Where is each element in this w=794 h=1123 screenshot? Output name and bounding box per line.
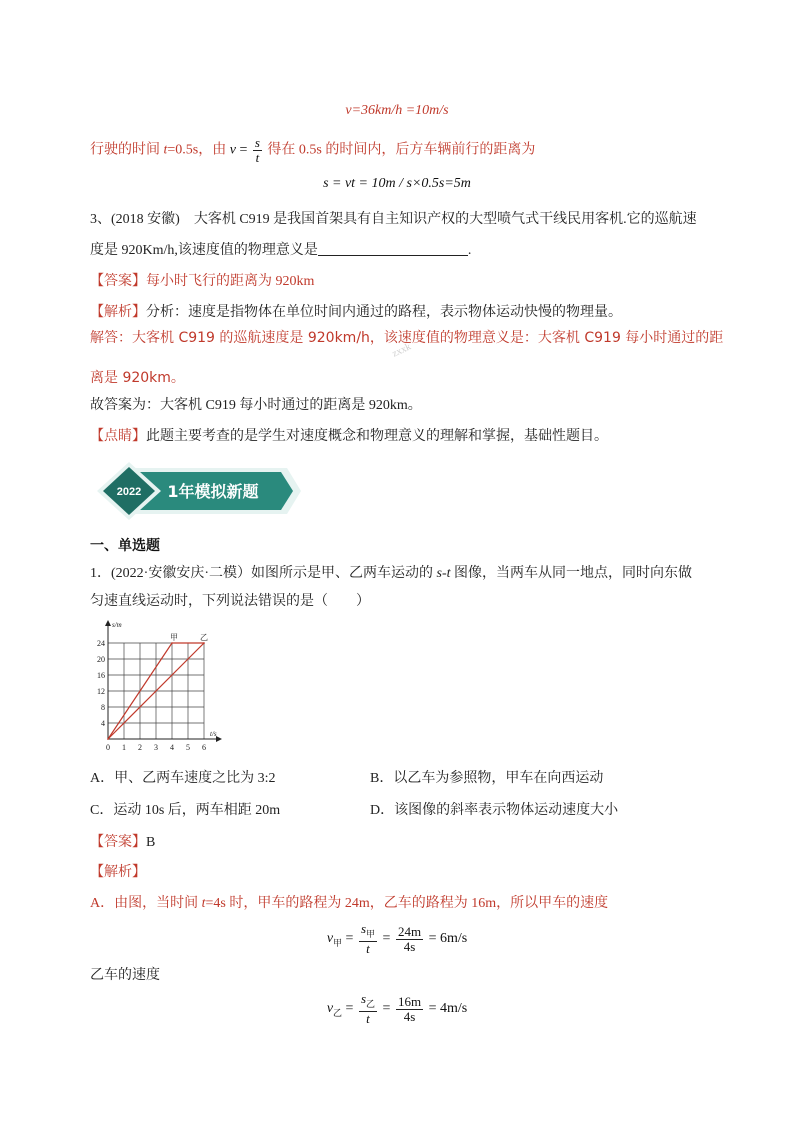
x-tick-label: 2 <box>138 743 142 752</box>
series-point <box>203 642 205 644</box>
q3-line1: 3、(2018 安徽) 大客机 C919 是我国首架具有自主知识产权的大型喷气式干线民用客机.它的巡航速 <box>90 212 697 227</box>
velocity-formula: v=36km/h =10m/s <box>345 103 449 118</box>
distance-formula: s = vt = 10m / s×0.5s=5m <box>323 176 471 191</box>
v-yi-frac1 <box>359 992 377 1026</box>
v-yi-frac1-num-sub: 乙 <box>366 999 376 1009</box>
equals: = <box>235 142 251 158</box>
frac-num: s <box>254 135 260 150</box>
q1-line1-b: 图像，当两车从同一地点，同时向东做 <box>450 566 692 581</box>
q3-analysis <box>90 301 622 321</box>
q1-answer <box>90 831 155 851</box>
time-line-b: =0.5s，由 <box>167 142 230 158</box>
q1-analysis-tag: 【解析】 <box>90 864 146 880</box>
q3-solution-line2: 离是 920km。 <box>90 370 185 386</box>
v-yi-formula: $v_乙$ = $\frac{s_乙}{t}$ = $\frac{16m}{4s}$ = 4m/s <box>326 991 468 1026</box>
v-yi-frac2 <box>396 995 423 1024</box>
time-t: t <box>163 142 168 158</box>
v-yi-frac1-den: t <box>366 1011 370 1026</box>
x-axis-label: t/s <box>210 730 217 738</box>
v-symbol: v <box>229 142 236 158</box>
series-label-jia: 甲 <box>170 633 178 642</box>
q1-line1-a: 1．(2022·安徽安庆·二模）如图所示是甲、乙两车运动的 <box>90 566 437 581</box>
section-banner <box>95 460 305 522</box>
v-jia-formula: $v_甲$ = $\frac{s_甲}{t}$ = $\frac{24m}{4s}$ = 6m/s <box>326 921 468 956</box>
option-b: B．以乙车为参照物，甲车在向西运动 <box>370 771 604 786</box>
x-tick-label: 5 <box>186 743 190 752</box>
q1-analysis-b: =4s 时，甲车的路程为 24m，乙车的路程为 16m，所以甲车的速度 <box>205 896 609 911</box>
q1-analysis-a: A．由图，当时间 <box>90 896 202 911</box>
time-line-a: 行驶的时间 <box>90 142 164 158</box>
q3-line2-text: 度是 920Km/h,该速度值的物理意义是 <box>90 243 318 258</box>
st-chart <box>92 618 232 756</box>
answer-tag: 【答案】 <box>90 273 146 289</box>
v-jia-frac1-den: t <box>366 941 370 956</box>
section-heading: 一、单选题 <box>90 538 160 554</box>
v-yi-result: = 4m/s <box>425 1001 468 1017</box>
q3-line2 <box>90 239 471 259</box>
v-yi-frac1-num: s <box>360 991 367 1006</box>
analysis-tag: 【解析】 <box>90 304 146 320</box>
y-tick-label: 4 <box>101 719 105 728</box>
y-tick-label: 24 <box>97 639 105 648</box>
v-jia-frac2-num: 24m <box>397 923 422 939</box>
q1-analysis-t: t <box>201 896 206 911</box>
yi-label: 乙车的速度 <box>90 968 160 983</box>
v-jia-sub: 甲 <box>333 938 343 949</box>
comment-text: 此题主要考查的是学生对速度概念和物理意义的理解和掌握，基础性题目。 <box>146 428 608 444</box>
x-tick-label: 3 <box>154 743 158 752</box>
v-jia-frac1-num-sub: 甲 <box>366 929 376 939</box>
v-jia-result: = 6m/s <box>425 931 468 947</box>
watermark: zxxk <box>390 341 413 360</box>
answer-blank <box>318 241 468 256</box>
banner-year: 2022 <box>116 486 142 498</box>
x-axis-arrow <box>216 736 222 742</box>
option-c: C．运动 10s 后，两车相距 20m <box>90 803 281 818</box>
y-tick-label: 20 <box>97 655 105 664</box>
x-tick-label: 4 <box>170 743 174 752</box>
q3-solution-line1: 解答：大客机 C919 的巡航速度是 920km/h，该速度值的物理意义是：大客机 C919 每小时通过的距 <box>90 330 724 346</box>
option-a: A．甲、乙两车速度之比为 3:2 <box>90 771 276 786</box>
y-axis-arrow <box>105 620 111 626</box>
q1-answer-text: B <box>146 835 156 850</box>
x-tick-label: 1 <box>122 743 126 752</box>
y-tick-label: 8 <box>101 703 105 712</box>
v-jia-frac1-num: s <box>360 921 367 936</box>
q1-line2: 匀速直线运动时，下列说法错误的是（ ） <box>90 594 370 609</box>
q1-line1 <box>90 562 692 582</box>
series-point <box>171 642 173 644</box>
v-jia-frac2-den: 4s <box>403 938 416 954</box>
series-label-yi: 乙 <box>200 633 208 642</box>
v-jia-frac1 <box>359 922 377 956</box>
y-tick-label: 12 <box>97 687 105 696</box>
s-over-t-fraction <box>253 136 262 165</box>
y-tick-label: 16 <box>97 671 105 680</box>
q3-final: 故答案为：大客机 C919 每小时通过的距离是 920km。 <box>90 398 422 413</box>
v-yi-frac2-num: 16m <box>397 993 422 1009</box>
x-tick-label: 6 <box>202 743 206 752</box>
analysis-text: 分析：速度是指物体在单位时间内通过的路程，表示物体运动快慢的物理量。 <box>146 304 622 320</box>
v-yi-sub: 乙 <box>333 1008 343 1019</box>
v-jia-frac2 <box>396 925 423 954</box>
series-point <box>107 738 109 740</box>
v-jia-symbol: v <box>326 931 334 947</box>
v-yi-symbol: v <box>326 1001 334 1017</box>
q1-st: s-t <box>436 566 451 581</box>
comment-tag: 【点睛】 <box>90 428 146 444</box>
time-line <box>90 136 535 165</box>
y-axis-label: s/m <box>112 621 122 629</box>
time-line-c: 得在 0.5s 的时间内，后方车辆前行的距离为 <box>263 142 536 158</box>
q1-analysis-line <box>90 892 608 912</box>
q3-line2-end: . <box>467 243 472 258</box>
frac-den: t <box>255 150 260 165</box>
option-d: D．该图像的斜率表示物体运动速度大小 <box>370 803 619 818</box>
q3-comment <box>90 425 608 445</box>
q1-answer-tag: 【答案】 <box>90 834 146 850</box>
x-tick-label: 0 <box>106 743 110 752</box>
answer-text: 每小时飞行的距离为 920km <box>146 274 315 289</box>
q3-answer <box>90 270 314 290</box>
v-yi-frac2-den: 4s <box>403 1008 416 1024</box>
banner-title: 1年模拟新题 <box>167 482 259 501</box>
